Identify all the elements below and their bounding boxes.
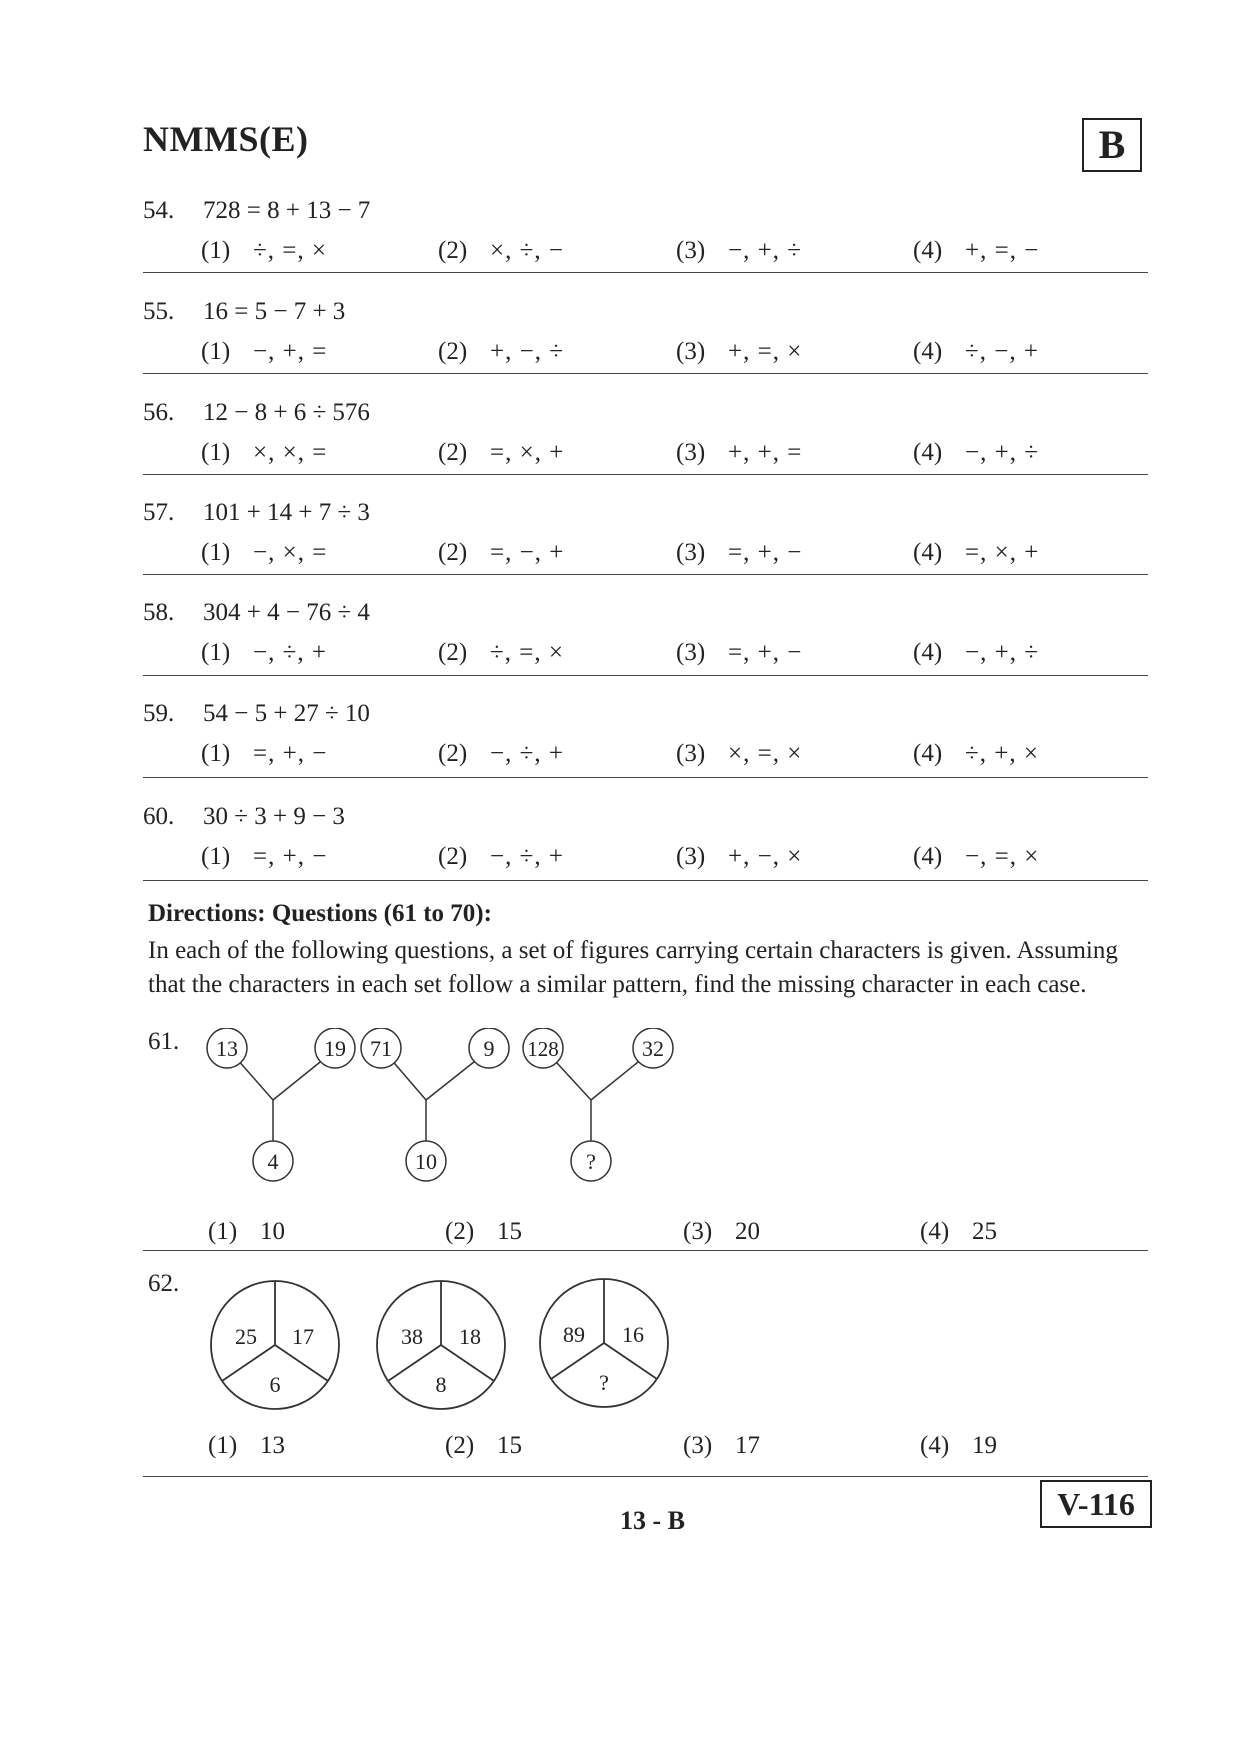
- circle-figures: [208, 1270, 748, 1420]
- divider: [143, 1250, 1148, 1251]
- option-3[interactable]: [676, 338, 802, 366]
- option-number: (2): [438, 539, 468, 566]
- options-row: [143, 740, 1143, 780]
- option-number: (3): [683, 1218, 713, 1245]
- option-4[interactable]: [913, 237, 1039, 265]
- question-number: 55.: [143, 298, 175, 325]
- y3-left-value: 128: [527, 1037, 559, 1061]
- question-stem: [143, 499, 370, 527]
- option-4[interactable]: [913, 338, 1039, 366]
- option-text: ×, ×, =: [253, 439, 328, 466]
- option-number: (1): [201, 639, 231, 666]
- option-text: −, +, ÷: [965, 639, 1039, 666]
- option-number: (2): [438, 639, 468, 666]
- c2-bottom-value: 8: [435, 1372, 447, 1397]
- option-number: (1): [208, 1218, 238, 1245]
- option-1[interactable]: [201, 237, 327, 265]
- option-text: 20: [735, 1218, 760, 1245]
- options-row: [143, 439, 1143, 479]
- option-number: (1): [208, 1432, 238, 1459]
- divider: [143, 272, 1148, 273]
- option-number: (4): [913, 338, 943, 365]
- option-3[interactable]: [676, 843, 802, 871]
- option-3[interactable]: [683, 1218, 760, 1246]
- question-stem: [143, 599, 370, 627]
- option-text: ÷, =, ×: [490, 639, 564, 666]
- option-2[interactable]: [438, 740, 564, 768]
- options-row: [143, 539, 1143, 579]
- option-number: (4): [920, 1432, 950, 1459]
- option-4[interactable]: [913, 740, 1039, 768]
- option-number: (1): [201, 740, 231, 767]
- option-text: 13: [260, 1432, 285, 1459]
- y1-right-value: 19: [324, 1036, 346, 1061]
- options-row: [148, 1218, 1148, 1258]
- option-number: (3): [676, 843, 706, 870]
- y2-right-value: 9: [483, 1036, 495, 1061]
- c2-left-value: 38: [401, 1324, 423, 1349]
- option-text: ÷, +, ×: [965, 740, 1039, 767]
- divider: [143, 880, 1148, 881]
- option-2[interactable]: [445, 1218, 522, 1246]
- option-text: 19: [972, 1432, 997, 1459]
- option-number: (4): [913, 740, 943, 767]
- divider: [143, 474, 1148, 475]
- directions-text: In each of the following questions, a set of figures carrying certain characters is given. Assuming that the characters in each set follow a similar pattern, find the missing character in each case.: [148, 937, 1118, 998]
- option-text: 15: [497, 1218, 522, 1245]
- c2-right-value: 18: [459, 1324, 481, 1349]
- question-stem: [143, 700, 370, 728]
- question-text: 16 = 5 − 7 + 3: [203, 298, 346, 325]
- option-text: =, −, +: [490, 539, 565, 566]
- option-4[interactable]: [920, 1432, 997, 1460]
- option-4[interactable]: [913, 639, 1039, 667]
- options-row: [143, 237, 1143, 277]
- option-text: −, +, ÷: [728, 237, 802, 264]
- directions-heading: Directions: Questions (61 to 70):: [148, 900, 492, 927]
- question-text: 304 + 4 − 76 ÷ 4: [203, 599, 370, 626]
- option-1[interactable]: [208, 1218, 285, 1246]
- c1-bottom-value: 6: [269, 1372, 281, 1397]
- option-3[interactable]: [683, 1432, 760, 1460]
- question-stem: [143, 803, 345, 831]
- option-2[interactable]: [438, 439, 564, 467]
- question-number: 56.: [143, 399, 175, 426]
- question-stem: [143, 298, 345, 326]
- option-4[interactable]: [920, 1218, 997, 1246]
- option-text: 17: [735, 1432, 760, 1459]
- options-row: [143, 843, 1143, 883]
- option-number: (4): [913, 237, 943, 264]
- y3-right-value: 32: [642, 1036, 664, 1061]
- option-text: +, −, ÷: [490, 338, 564, 365]
- option-3[interactable]: [676, 237, 802, 265]
- c3-right-value: 16: [622, 1322, 644, 1347]
- option-text: −, ÷, +: [253, 639, 327, 666]
- page-number: 13 - B: [620, 1506, 685, 1535]
- booklet-code-box: V-116: [1040, 1480, 1152, 1528]
- option-number: (4): [913, 439, 943, 466]
- option-text: +, +, =: [728, 439, 803, 466]
- option-number: (3): [676, 237, 706, 264]
- option-text: =, +, −: [253, 740, 328, 767]
- option-number: (4): [913, 539, 943, 566]
- option-text: =, ×, +: [490, 439, 565, 466]
- c1-right-value: 17: [292, 1324, 314, 1349]
- option-2[interactable]: [445, 1432, 522, 1460]
- option-number: (3): [676, 539, 706, 566]
- option-text: ×, ÷, −: [490, 237, 564, 264]
- y1-left-value: 13: [216, 1036, 238, 1061]
- question-text: 728 = 8 + 13 − 7: [203, 197, 371, 224]
- option-text: ÷, =, ×: [253, 237, 327, 264]
- c1-left-value: 25: [235, 1324, 257, 1349]
- question-number: 62.: [148, 1270, 180, 1297]
- option-number: (2): [438, 338, 468, 365]
- option-text: =, +, −: [728, 539, 803, 566]
- option-text: =, +, −: [728, 639, 803, 666]
- option-text: 15: [497, 1432, 522, 1459]
- option-1[interactable]: [201, 843, 327, 871]
- option-number: (2): [438, 740, 468, 767]
- question-number: 59.: [143, 700, 175, 727]
- option-1[interactable]: [201, 539, 327, 567]
- question-56: [143, 399, 1143, 499]
- divider: [143, 1476, 1148, 1477]
- option-number: (1): [201, 439, 231, 466]
- question-stem: [143, 197, 370, 225]
- option-4[interactable]: [913, 539, 1039, 567]
- option-number: (1): [201, 338, 231, 365]
- question-57: [143, 499, 1143, 599]
- directions-block: [148, 900, 1148, 1002]
- options-row: [143, 338, 1143, 378]
- question-text: 12 − 8 + 6 ÷ 576: [203, 399, 370, 426]
- option-text: −, =, ×: [965, 843, 1040, 870]
- option-number: (2): [438, 843, 468, 870]
- option-text: −, ÷, +: [490, 843, 564, 870]
- question-55: [143, 298, 1143, 398]
- question-text: 54 − 5 + 27 ÷ 10: [203, 700, 370, 727]
- question-number: 60.: [143, 803, 175, 830]
- option-text: −, +, ÷: [965, 439, 1039, 466]
- set-code-box: B: [1082, 118, 1142, 172]
- option-text: =, +, −: [253, 843, 328, 870]
- option-number: (2): [445, 1218, 475, 1245]
- option-number: (2): [438, 439, 468, 466]
- exam-title: NMMS(E): [143, 119, 309, 159]
- y-figures: [203, 1028, 763, 1208]
- option-number: (4): [920, 1218, 950, 1245]
- question-number: 57.: [143, 499, 175, 526]
- option-number: (3): [676, 740, 706, 767]
- question-number: 58.: [143, 599, 175, 626]
- option-4[interactable]: [913, 439, 1039, 467]
- y3-bottom-value: ?: [586, 1149, 596, 1174]
- option-number: (1): [201, 539, 231, 566]
- option-2[interactable]: [438, 843, 564, 871]
- option-4[interactable]: [913, 843, 1039, 871]
- option-1[interactable]: [201, 439, 327, 467]
- c3-bottom-value: ?: [599, 1370, 609, 1395]
- y1-bottom-value: 4: [267, 1149, 279, 1174]
- option-text: 25: [972, 1218, 997, 1245]
- option-text: +, −, ×: [728, 843, 803, 870]
- option-number: (2): [445, 1432, 475, 1459]
- question-62: [148, 1270, 1148, 1470]
- option-number: (3): [676, 439, 706, 466]
- option-1[interactable]: [201, 338, 327, 366]
- option-text: −, +, =: [253, 338, 328, 365]
- option-number: (4): [913, 639, 943, 666]
- option-2[interactable]: [438, 639, 564, 667]
- option-2[interactable]: [438, 237, 564, 265]
- option-1[interactable]: [201, 740, 327, 768]
- question-59: [143, 700, 1143, 800]
- option-number: (1): [201, 237, 231, 264]
- option-3[interactable]: [676, 539, 802, 567]
- option-3[interactable]: [676, 740, 802, 768]
- question-text: 30 ÷ 3 + 9 − 3: [203, 803, 345, 830]
- option-3[interactable]: [676, 639, 802, 667]
- option-text: =, ×, +: [965, 539, 1040, 566]
- option-1[interactable]: [201, 639, 327, 667]
- option-text: +, =, ×: [728, 338, 803, 365]
- y2-left-value: 71: [370, 1036, 392, 1061]
- option-text: −, ÷, +: [490, 740, 564, 767]
- question-60: [143, 803, 1143, 903]
- divider: [143, 574, 1148, 575]
- option-3[interactable]: [676, 439, 802, 467]
- divider: [143, 675, 1148, 676]
- question-number: 61.: [148, 1028, 180, 1055]
- question-text: 101 + 14 + 7 ÷ 3: [203, 499, 370, 526]
- options-row: [143, 639, 1143, 679]
- option-number: (3): [683, 1432, 713, 1459]
- question-61: [148, 1028, 1148, 1245]
- option-2[interactable]: [438, 338, 564, 366]
- option-text: +, =, −: [965, 237, 1040, 264]
- option-text: ×, =, ×: [728, 740, 803, 767]
- divider: [143, 777, 1148, 778]
- option-text: 10: [260, 1218, 285, 1245]
- c3-left-value: 89: [563, 1322, 585, 1347]
- option-number: (2): [438, 237, 468, 264]
- option-number: (3): [676, 639, 706, 666]
- option-text: −, ×, =: [253, 539, 328, 566]
- question-stem: [143, 399, 370, 427]
- question-number: 54.: [143, 197, 175, 224]
- option-2[interactable]: [438, 539, 564, 567]
- question-58: [143, 599, 1143, 699]
- option-1[interactable]: [208, 1432, 285, 1460]
- option-text: ÷, −, +: [965, 338, 1039, 365]
- y2-bottom-value: 10: [415, 1149, 437, 1174]
- option-number: (3): [676, 338, 706, 365]
- question-54: [143, 197, 1143, 297]
- divider: [143, 373, 1148, 374]
- option-number: (4): [913, 843, 943, 870]
- option-number: (1): [201, 843, 231, 870]
- options-row: [148, 1432, 1148, 1472]
